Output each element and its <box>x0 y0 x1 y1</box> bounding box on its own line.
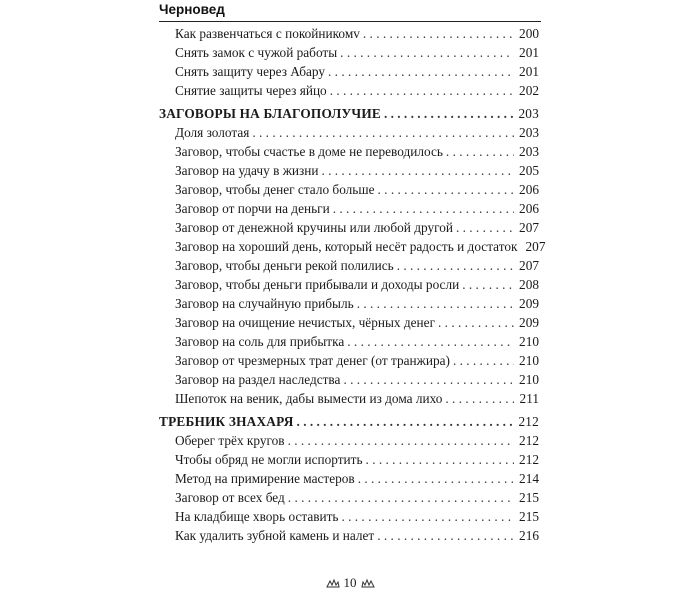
dot-leader <box>445 389 514 408</box>
entry-title: Шепоток на веник, дабы вымести из дома лихо <box>175 391 443 407</box>
toc-entry <box>159 313 539 332</box>
dot-leader <box>297 412 514 431</box>
entry-page-number: 207 <box>519 258 539 274</box>
entry-title: Заговор, чтобы деньги прибывали и доходы росли <box>175 277 460 293</box>
dot-leader <box>384 104 514 123</box>
entry-page-number: 211 <box>519 391 539 407</box>
entry-title: Заговор от всех бед <box>175 490 285 506</box>
dot-leader <box>347 332 514 351</box>
running-header <box>159 0 541 22</box>
toc-entry <box>159 24 539 43</box>
entry-title: На кладбище хворь оставить <box>175 509 339 525</box>
entry-page-number: 209 <box>519 296 539 312</box>
section-title: ТРЕБНИК ЗНАХАРЯ <box>159 413 294 429</box>
dot-leader <box>357 294 514 313</box>
section-page-number: 212 <box>518 413 539 429</box>
dot-leader <box>333 199 514 218</box>
entry-title: Снять замок с чужой работы <box>175 45 338 61</box>
entry-title: Чтобы обряд не могли испортить <box>175 452 363 468</box>
entry-title: Заговор на удачу в жизни <box>175 162 319 178</box>
entry-title: Заговор от порчи на деньги <box>175 200 330 216</box>
entry-title: Как развенчаться с покойникомv <box>175 26 360 41</box>
entry-page-number: 212 <box>519 452 539 468</box>
toc-entry <box>159 256 539 275</box>
dot-leader <box>462 275 514 294</box>
dot-leader <box>288 488 514 507</box>
entry-page-number: 210 <box>519 353 539 369</box>
dot-leader <box>453 351 514 370</box>
toc-section-heading <box>159 412 539 431</box>
entry-title: Как удалить зубной камень и налет <box>175 528 375 544</box>
entry-page-number: 201 <box>519 64 539 80</box>
entry-title: Заговор, чтобы счастье в доме не переводилось <box>175 143 443 159</box>
toc-entry <box>159 161 539 180</box>
toc-entry <box>159 526 539 545</box>
entry-title: Заговор на случайную прибыль <box>175 296 354 312</box>
entry-page-number: 210 <box>519 334 539 350</box>
page-footer <box>0 575 700 592</box>
entry-title: Заговор, чтобы денег стало больше <box>175 181 375 197</box>
entry-page-number: 214 <box>519 471 539 487</box>
dot-leader <box>363 24 514 43</box>
dot-leader <box>343 370 514 389</box>
section-page-number: 203 <box>518 105 539 121</box>
entry-page-number: 205 <box>519 162 539 178</box>
entry-page-number: 206 <box>519 181 539 197</box>
toc-group-1 <box>159 24 539 100</box>
section-title: ЗАГОВОРЫ НА БЛАГОПОЛУЧИЕ <box>159 105 381 121</box>
toc-entry <box>159 180 539 199</box>
toc-entry <box>159 294 539 313</box>
entry-page-number: 203 <box>519 124 539 140</box>
entry-page-number: 207 <box>525 239 546 255</box>
toc-entry <box>159 469 539 488</box>
toc-entry <box>159 43 539 62</box>
toc-entry <box>159 237 546 256</box>
dot-leader <box>358 469 514 488</box>
dot-leader <box>377 526 514 545</box>
toc-group-2 <box>159 123 546 409</box>
entry-title: Заговор от чрезмерных трат денег (от транжира) <box>175 353 450 369</box>
entry-page-number: 209 <box>519 315 539 331</box>
table-of-contents <box>159 24 546 545</box>
page-number: 10 <box>343 575 357 590</box>
entry-page-number: 210 <box>519 372 539 388</box>
entry-title: Снять защиту через Абару <box>175 64 326 80</box>
entry-title: Доля золотая <box>175 124 250 140</box>
entry-title: Заговор от денежной кручины или любой другой <box>175 219 453 235</box>
entry-title: Заговор, чтобы деньги рекой полились <box>175 258 394 274</box>
dot-leader <box>328 62 514 81</box>
dot-leader <box>446 142 514 161</box>
dot-leader <box>456 218 514 237</box>
entry-page-number: 208 <box>519 277 539 293</box>
dot-leader <box>321 161 514 180</box>
header-title: Черновед <box>159 2 225 17</box>
toc-entry <box>159 275 539 294</box>
dot-leader <box>252 123 514 142</box>
entry-title: Снятие защиты через яйцо <box>175 83 327 99</box>
entry-title: Заговор на хороший день, который несёт радость и достаток <box>175 239 518 255</box>
toc-entry <box>159 450 539 469</box>
ornament-right-icon <box>361 578 375 588</box>
toc-entry <box>159 123 539 142</box>
entry-page-number: 201 <box>519 45 539 61</box>
toc-entry <box>159 507 539 526</box>
entry-title: Заговор на раздел наследства <box>175 372 341 388</box>
entry-title: Заговор на соль для прибытка <box>175 334 345 350</box>
entry-page-number: 212 <box>519 432 539 448</box>
entry-page-number: 203 <box>519 143 539 159</box>
entry-page-number: 216 <box>519 528 539 544</box>
toc-group-3 <box>159 431 539 545</box>
entry-page-number: 207 <box>519 219 539 235</box>
toc-entry <box>159 431 539 450</box>
entry-page-number: 200 <box>519 26 539 41</box>
dot-leader <box>341 507 514 526</box>
dot-leader <box>378 180 514 199</box>
entry-title: Заговор на очищение нечистых, чёрных денег <box>175 315 436 331</box>
ornament-left-icon <box>326 578 340 588</box>
dot-leader <box>288 431 514 450</box>
toc-entry <box>159 199 539 218</box>
toc-entry <box>159 62 539 81</box>
toc-entry <box>159 332 539 351</box>
entry-page-number: 215 <box>519 490 539 506</box>
toc-entry <box>159 218 539 237</box>
entry-page-number: 202 <box>519 83 539 99</box>
toc-entry <box>159 488 539 507</box>
toc-entry <box>159 389 539 408</box>
toc-entry <box>159 351 539 370</box>
dot-leader <box>397 256 514 275</box>
toc-entry <box>159 370 539 389</box>
entry-title: Оберег трёх кругов <box>175 432 285 448</box>
dot-leader <box>330 81 514 100</box>
dot-leader <box>438 313 514 332</box>
toc-section-heading <box>159 104 539 123</box>
entry-page-number: 206 <box>519 200 539 216</box>
toc-entry <box>159 142 539 161</box>
entry-title: Метод на примирение мастеров <box>175 471 355 487</box>
dot-leader <box>366 450 514 469</box>
toc-entry <box>159 81 539 100</box>
dot-leader <box>340 43 514 62</box>
entry-page-number: 215 <box>519 509 539 525</box>
